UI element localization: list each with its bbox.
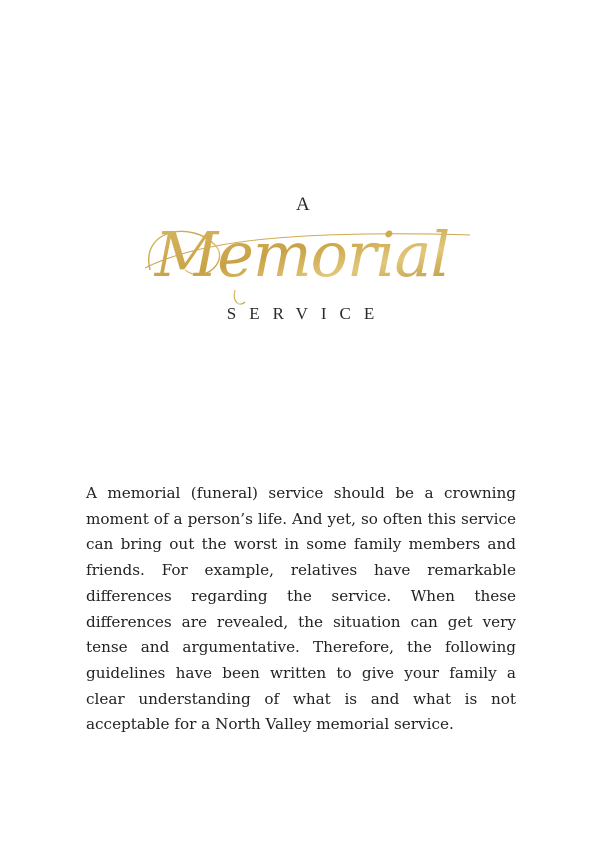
title-block xyxy=(0,180,600,340)
title-suffix: SERVICE xyxy=(226,304,388,323)
flourish-tail xyxy=(234,290,245,304)
title-script-svg xyxy=(0,190,600,310)
title-script-wrapper xyxy=(0,190,600,310)
title-prefix: A xyxy=(296,194,312,215)
title-main: Memorial xyxy=(154,218,450,291)
body-paragraph: A memorial (funeral) service should be a crowning moment of a person’s life. And yet, so often this service can bring out the worst in some family members and friends. For example, relatives have remarkable differences regarding the service. When these differences are revealed, the situation can get very tense and argumentative. Therefore, the following guidelines have been written to give your family a clear understanding of what is and what is not acceptable for a North Valley memorial service. xyxy=(86,484,516,734)
